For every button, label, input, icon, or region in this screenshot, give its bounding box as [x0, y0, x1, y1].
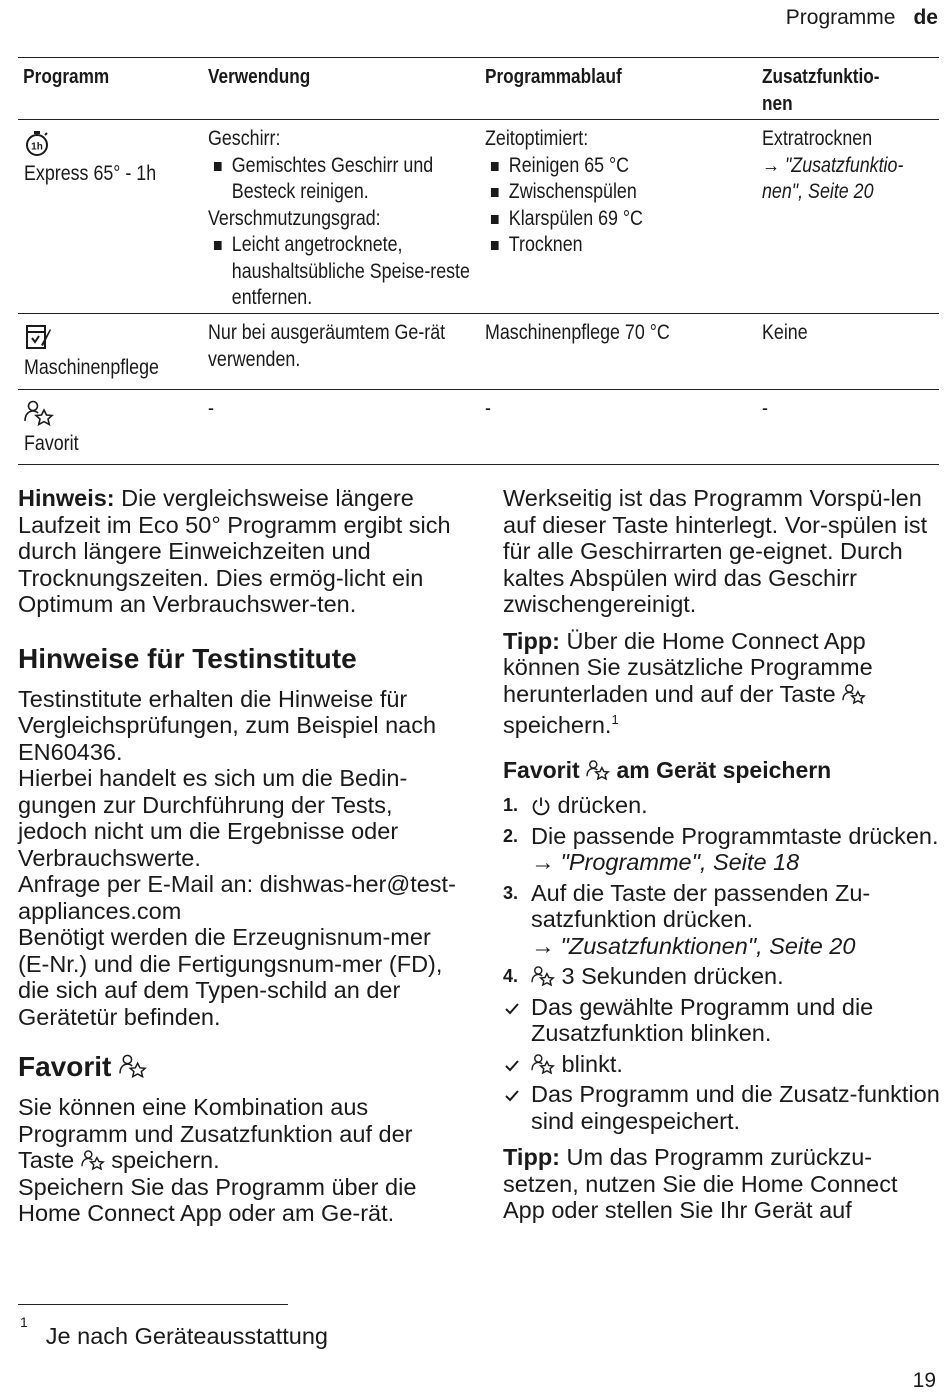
- checkmark-icon: [505, 1052, 519, 1078]
- email-paragraph: Anfrage per E-Mail an: dishwas-her@test-appliances.com: [18, 871, 456, 924]
- tip-text: speichern.: [503, 711, 612, 738]
- paragraph: Hierbei handelt es sich um die Bedin-gungen zur Durchführung der Tests, jedoch nicht um die Ergebnisse oder Verbrauchswerte.: [18, 765, 408, 871]
- footnote-divider: [18, 1304, 288, 1305]
- table-header-row: [18, 58, 939, 120]
- cross-reference-link[interactable]: [531, 933, 943, 960]
- checkmark-icon: [505, 995, 519, 1021]
- extra-function: -: [762, 397, 768, 420]
- tip-paragraph: [503, 1144, 943, 1224]
- section-title: Programme: [785, 6, 896, 29]
- step-number: 3.: [503, 882, 519, 903]
- heading-text: Favorit: [18, 1051, 112, 1082]
- power-icon: [531, 796, 551, 816]
- usage-item: Leicht angetrocknete, haushaltsübliche Speise-reste entfernen.: [208, 232, 486, 312]
- list-item: [503, 792, 943, 819]
- paragraph: [18, 1094, 458, 1174]
- footnote-ref: 1: [611, 712, 619, 727]
- table-row: [18, 120, 939, 314]
- favorite-icon: [586, 759, 610, 781]
- favorite-icon: [24, 399, 54, 427]
- reference-text: "Zusatzfunktionen", Seite 20: [560, 932, 856, 959]
- note-paragraph: [18, 485, 458, 618]
- tip-text: Über die Home Connect App können Sie zusätzliche Programme herunterladen und auf der Taste: [503, 627, 873, 707]
- paragraph: Benötigt werden die Erzeugnisnum-mer (E-Nr.) und die Fertigungsnum-mer (FD), die sich auf dem Typen-schild an der Gerätetür befinden.: [18, 924, 443, 1030]
- flow-item: Reinigen 65 °C: [485, 153, 763, 180]
- usage-text: Nur bei ausgeräumtem Ge-rät verwenden.: [208, 321, 446, 371]
- note-text: Die vergleichsweise längere Laufzeit im Eco 50° Programm ergibt sich durch längere Einweichzeiten und Trocknungszeiten. Dies ermög-licht ein Optimum an Verbrauchswer-ten.: [18, 485, 451, 617]
- extra-function: Keine: [762, 321, 808, 344]
- left-column: [18, 485, 458, 1227]
- list-item: [503, 880, 943, 960]
- program-name: Maschinenpflege: [24, 356, 159, 379]
- flow-item: Klarspülen 69 °C: [485, 206, 763, 233]
- tip-label: Tipp:: [503, 627, 560, 654]
- step-text: Auf die Taste der passenden Zu-satzfunktion drücken.: [531, 879, 871, 933]
- list-item: [503, 963, 943, 990]
- favorite-icon: [531, 965, 555, 987]
- paragraph: Werkseitig ist das Programm Vorspü-len auf dieser Taste hinterlegt. Vor-spülen ist für alle Geschirrarten ge-eignet. Durch kaltes Abspülen wird das Geschirr zwischengereinigt.: [503, 485, 928, 617]
- result-text: blinkt.: [561, 1050, 623, 1077]
- step-text: 3 Sekunden drücken.: [561, 963, 784, 990]
- step-list: [503, 792, 943, 1134]
- program-name: Express 65° - 1h: [24, 162, 157, 185]
- paragraph: Testinstitute erhalten die Hinweise für Vergleichsprüfungen, zum Beispiel nach EN60436.: [18, 685, 437, 765]
- flow-item: Trocknen: [485, 232, 763, 259]
- flow-item: Zwischenspülen: [485, 179, 763, 206]
- text-part: speichern.: [111, 1147, 220, 1173]
- page-header: [786, 6, 938, 30]
- favorite-icon: [531, 1053, 555, 1075]
- cross-reference-link[interactable]: [762, 153, 940, 206]
- flow-text: Maschinenpflege 70 °C: [485, 321, 670, 344]
- text-part: Sie können eine Kombination aus Programm und Zusatzfunktion auf der Taste: [18, 1094, 413, 1173]
- section-heading-favorite: [18, 1050, 458, 1084]
- flow-label: Zeitoptimiert:: [485, 127, 589, 150]
- usage-label: Verschmutzungsgrad:: [208, 206, 381, 230]
- table-row: [18, 390, 939, 465]
- program-table: [18, 57, 939, 465]
- header-extra: Zusatzfunktio- nen: [762, 66, 880, 115]
- footnote: [18, 1314, 328, 1350]
- usage-label: Geschirr:: [208, 127, 281, 150]
- footnote-number: 1: [20, 1314, 28, 1330]
- reference-text: "Programme", Seite 18: [560, 849, 800, 876]
- step-number: 4.: [503, 966, 519, 987]
- tip-paragraph: [503, 628, 943, 739]
- table-row: [18, 314, 939, 390]
- arrow-icon: →: [762, 153, 780, 177]
- paragraph: Speichern Sie das Programm über die Home Connect App oder am Ge-rät.: [18, 1173, 417, 1226]
- arrow-icon: →: [531, 932, 555, 959]
- heading-text: Favorit: [503, 757, 580, 784]
- favorite-icon: [842, 683, 866, 705]
- step-number: 1.: [503, 795, 519, 816]
- result-text: Das gewählte Programm und die Zusatzfunktion blinken.: [531, 993, 874, 1047]
- reference-text: "Zusatzfunktio-nen", Seite 20: [762, 153, 904, 203]
- result-item: [503, 1081, 943, 1134]
- right-column: [503, 485, 943, 1224]
- step-number: 2.: [503, 825, 519, 846]
- result-item: [503, 1051, 943, 1078]
- tip-label: Tipp:: [503, 1144, 560, 1171]
- footnote-text: Je nach Geräteausstattung: [45, 1322, 328, 1349]
- header-usage: Verwendung: [208, 66, 311, 88]
- page-number: 19: [912, 1369, 936, 1392]
- flow-text: -: [485, 397, 491, 420]
- favorite-icon: [119, 1053, 147, 1079]
- subheading: [503, 756, 943, 784]
- step-text: Die passende Programmtaste drücken.: [531, 822, 939, 849]
- usage-item: Gemischtes Geschirr und Besteck reinigen.: [208, 153, 486, 206]
- result-item: [503, 994, 943, 1047]
- section-heading: Hinweise für Testinstitute: [18, 642, 357, 674]
- step-text: drücken.: [557, 792, 648, 819]
- extra-function: Extratrocknen: [762, 127, 873, 150]
- checkmark-icon: [505, 1082, 519, 1108]
- program-name: Favorit: [24, 432, 79, 455]
- header-flow: Programmablauf: [485, 66, 622, 88]
- heading-text: am Gerät speichern: [616, 757, 832, 784]
- svg-text:1h: 1h: [31, 141, 43, 153]
- list-item: [503, 823, 943, 876]
- stopwatch-1h-icon: [24, 129, 50, 157]
- note-label: Hinweis:: [18, 485, 115, 511]
- arrow-icon: →: [531, 849, 555, 876]
- favorite-icon: [81, 1149, 105, 1171]
- usage-text: -: [208, 397, 214, 420]
- language-code: de: [913, 6, 938, 29]
- result-text: Das Programm und die Zusatz-funktion sind eingespeichert.: [531, 1081, 940, 1134]
- machine-care-icon: [24, 323, 52, 351]
- cross-reference-link[interactable]: [531, 849, 943, 876]
- header-program: Programm: [23, 66, 110, 88]
- tip-text: Um das Programm zurückzu-setzen, nutzen Sie die Home Connect App oder stellen Sie Ihr Gerät auf: [503, 1144, 898, 1224]
